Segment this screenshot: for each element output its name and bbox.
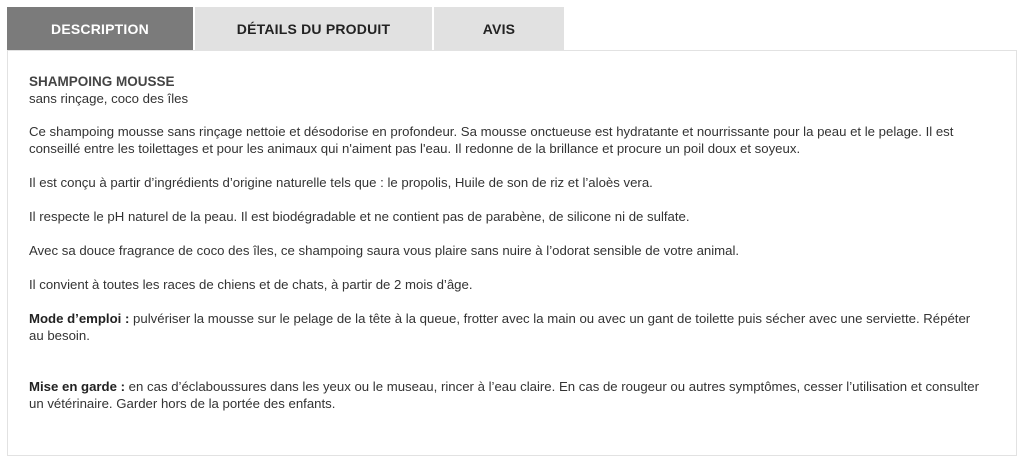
- ingredients-paragraph: Il est conçu à partir d’ingrédients d’origine naturelle tels que : le propolis, Huile de son de riz et l’aloès vera.: [29, 175, 653, 190]
- usage-paragraph: [29, 310, 979, 344]
- product-subtitle: sans rinçage, coco des îles: [29, 91, 189, 106]
- description-paragraph: Ce shampoing mousse sans rinçage nettoie et désodorise en profondeur. Sa mousse onctueuse est hydratante et nourrissante pour la peau et le pelage. Il est conseillé entre les toilettages et pour les animaux qui n'aiment pas l'eau. Il redonne de la brillance et procure un poil doux et soyeux.: [29, 124, 954, 156]
- usage-label: Mode d’emploi :: [29, 311, 130, 326]
- warning-text: en cas d’éclaboussures dans les yeux ou le museau, rincer à l’eau claire. En cas de rougeur ou autres symptômes, cesser l’utilisation et consulter un vétérinaire. Garder hors de la portée des enfants.: [29, 379, 979, 411]
- description-content: [29, 73, 979, 429]
- description-panel: [7, 50, 1017, 456]
- tab-reviews[interactable]: AVIS: [434, 7, 564, 50]
- properties-paragraph: Il respecte le pH naturel de la peau. Il est biodégradable et ne contient pas de parabène, de silicone ni de sulfate.: [29, 209, 690, 224]
- fragrance-paragraph: Avec sa douce fragrance de coco des îles, ce shampoing saura vous plaire sans nuire à l’odorat sensible de votre animal.: [29, 243, 740, 258]
- tab-product-details[interactable]: DÉTAILS DU PRODUIT: [195, 7, 432, 50]
- tab-description[interactable]: DESCRIPTION: [7, 7, 193, 50]
- warning-paragraph: [29, 378, 979, 412]
- product-title: SHAMPOING MOUSSE: [29, 74, 175, 89]
- usage-text: pulvériser la mousse sur le pelage de la tête à la queue, frotter avec la main ou avec un gant de toilette puis sécher avec une serviette. Répéter au besoin.: [29, 311, 971, 343]
- suitability-paragraph: Il convient à toutes les races de chiens et de chats, à partir de 2 mois d’âge.: [29, 277, 473, 292]
- warning-label: Mise en garde :: [29, 379, 126, 394]
- tab-bar: [7, 7, 566, 50]
